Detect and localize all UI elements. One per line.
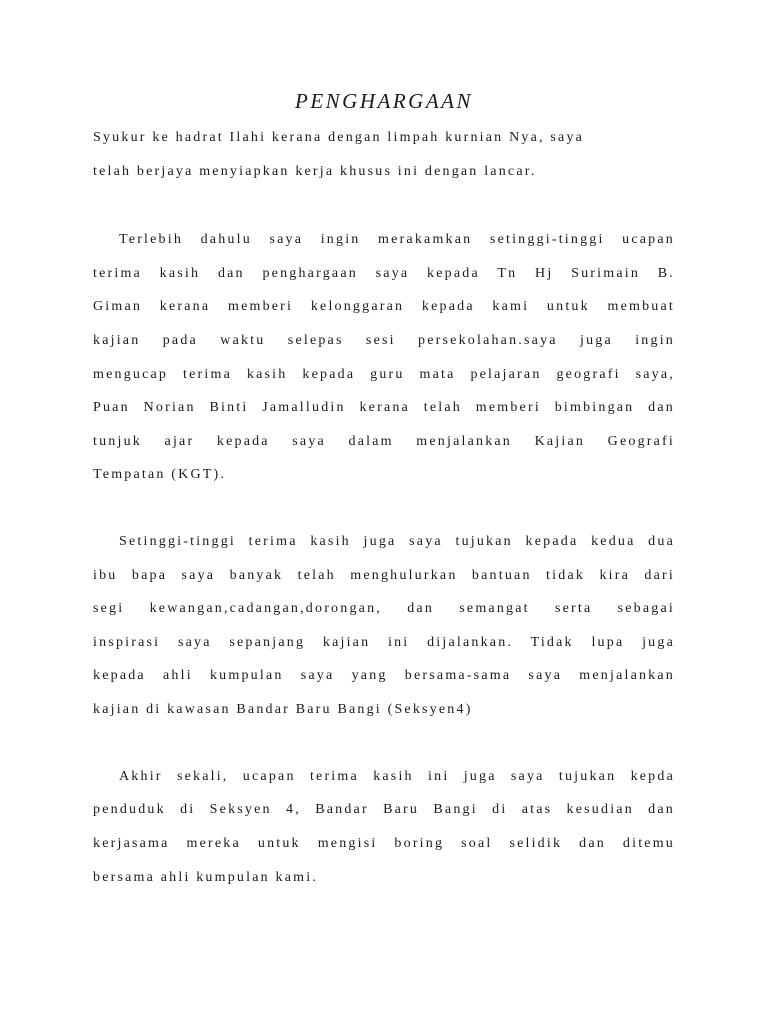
paragraph-4-line-2: penduduk di Seksyen 4, Bandar Baru Bangi di atas kesudian dan <box>93 802 675 817</box>
paragraph-2-line-6: Puan Norian Binti Jamalludin kerana telah memberi bimbingan dan <box>93 400 675 415</box>
paragraph-3-line-3: segi kewangan,cadangan,dorongan, dan semangat serta sebagai <box>93 601 675 616</box>
paragraph-4-line-1: Akhir sekali, ucapan terima kasih ini juga saya tujukan kepda <box>119 769 675 784</box>
paragraph-2-line-2: terima kasih dan penghargaan saya kepada Tn Hj Surimain B. <box>93 266 675 281</box>
paragraph-3-line-4: inspirasi saya sepanjang kajian ini dijalankan. Tidak lupa juga <box>93 635 675 650</box>
paragraph-3-line-1: Setinggi-tinggi terima kasih juga saya tujukan kepada kedua dua <box>119 534 675 549</box>
paragraph-2-line-8: Tempatan (KGT). <box>93 467 227 482</box>
paragraph-3-line-6: kajian di kawasan Bandar Baru Bangi (Seksyen4) <box>93 702 473 717</box>
paragraph-2-line-5: mengucap terima kasih kepada guru mata pelajaran geografi saya, <box>93 367 675 382</box>
paragraph-2-line-1: Terlebih dahulu saya ingin merakamkan setinggi-tinggi ucapan <box>119 232 675 247</box>
paragraph-1-line-1: Syukur ke hadrat Ilahi kerana dengan limpah kurnian Nya, saya <box>93 130 585 145</box>
paragraph-3-line-5: kepada ahli kumpulan saya yang bersama-sama saya menjalankan <box>93 668 675 683</box>
paragraph-2-line-4: kajian pada waktu selepas sesi persekolahan.saya juga ingin <box>93 333 675 348</box>
page-title: PENGHARGAAN <box>295 89 473 113</box>
paragraph-4-line-4: bersama ahli kumpulan kami. <box>93 870 319 885</box>
paragraph-3-line-2: ibu bapa saya banyak telah menghulurkan bantuan tidak kira dari <box>93 568 675 583</box>
paragraph-1-line-2: telah berjaya menyiapkan kerja khusus ini dengan lancar. <box>93 164 537 179</box>
paragraph-4-line-3: kerjasama mereka untuk mengisi boring soal selidik dan ditemu <box>93 836 675 851</box>
paragraph-2-line-3: Giman kerana memberi kelonggaran kepada kami untuk membuat <box>93 299 675 314</box>
paragraph-2-line-7: tunjuk ajar kepada saya dalam menjalankan Kajian Geografi <box>93 434 675 449</box>
